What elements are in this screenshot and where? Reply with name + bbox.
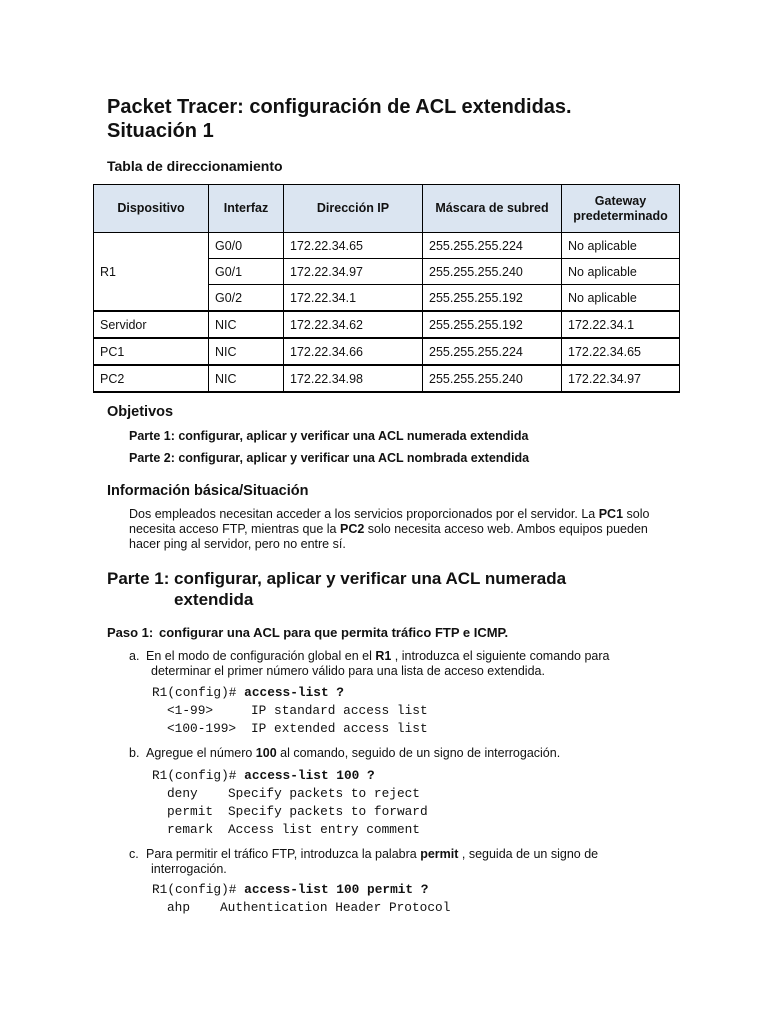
cell-gateway: No aplicable [562,259,680,285]
background-paragraph: Dos empleados necesitan acceder a los servicios proporcionados por el servidor. La PC1 solo necesita acceso FTP, mientras que la PC2 solo necesita acceso web. Ambos equipos pueden hacer ping al servidor, pero no entre sí. [129,507,650,551]
table-header-row [94,185,680,233]
cell-mask: 255.255.255.192 [423,285,562,312]
cell-interface: G0/0 [209,233,284,259]
table-row [94,233,680,259]
table-row [94,311,680,338]
title-line-2: Situación 1 [107,120,214,142]
objective-part-2: Parte 2: configurar, aplicar y verificar una ACL nombrada extendida [129,451,530,465]
cell-device: R1 [94,233,209,312]
cell-ip: 172.22.34.66 [284,338,423,365]
objectives-heading: Objetivos [107,404,174,420]
col-gateway: Gateway predeterminado [562,185,680,233]
cell-gateway: No aplicable [562,285,680,312]
table-row [94,338,680,365]
cell-mask: 255.255.255.240 [423,365,562,392]
cell-mask: 255.255.255.224 [423,338,562,365]
code-block-b: R1(config)# access-list 100 ? deny Specify packets to reject permit Specify packets to forward remark Access list entry comment [152,768,428,837]
cell-mask: 255.255.255.224 [423,233,562,259]
cell-device: PC2 [94,365,209,392]
cell-interface: G0/1 [209,259,284,285]
page-title [107,95,707,143]
step-1-heading: Paso 1: configurar una ACL para que permita tráfico FTP e ICMP. [107,625,509,640]
cell-ip: 172.22.34.65 [284,233,423,259]
addressing-table [93,184,680,393]
cell-ip: 172.22.34.1 [284,285,423,312]
cell-interface: NIC [209,311,284,338]
col-ip: Dirección IP [284,185,423,233]
cell-mask: 255.255.255.192 [423,311,562,338]
cell-ip: 172.22.34.98 [284,365,423,392]
code-block-c: R1(config)# access-list 100 permit ? ahp Authentication Header Protocol [152,882,451,915]
col-mask: Máscara de subred [423,185,562,233]
cell-gateway: 172.22.34.97 [562,365,680,392]
cell-interface: G0/2 [209,285,284,312]
cell-mask: 255.255.255.240 [423,259,562,285]
col-device: Dispositivo [94,185,209,233]
objective-part-1: Parte 1: configurar, aplicar y verificar una ACL numerada extendida [129,429,529,443]
col-interface: Interfaz [209,185,284,233]
cell-ip: 172.22.34.97 [284,259,423,285]
cell-ip: 172.22.34.62 [284,311,423,338]
cell-interface: NIC [209,338,284,365]
cell-gateway: No aplicable [562,233,680,259]
part-1-heading: Parte 1: configurar, aplicar y verificar una ACL numerada extendida [107,569,567,609]
title-line-1: Packet Tracer: configuración de ACL extendidas. [107,96,572,118]
background-heading: Información básica/Situación [107,483,309,499]
cell-gateway: 172.22.34.1 [562,311,680,338]
cell-device: PC1 [94,338,209,365]
addressing-table-heading: Tabla de direccionamiento [107,158,283,174]
cell-interface: NIC [209,365,284,392]
item-a: a. En el modo de configuración global en el R1 , introduzca el siguiente comando para determinar el primer número válido para una lista de acceso extendida. [129,649,610,678]
item-c: c. Para permitir el tráfico FTP, introduzca la palabra permit , seguida de un signo de interrogación. [129,847,599,876]
code-block-a: R1(config)# access-list ? <1-99> IP standard access list <100-199> IP extended access list [152,685,428,736]
cell-gateway: 172.22.34.65 [562,338,680,365]
cell-device: Servidor [94,311,209,338]
item-b: b. Agregue el número 100 al comando, seguido de un signo de interrogación. [129,746,561,760]
table-row [94,365,680,392]
